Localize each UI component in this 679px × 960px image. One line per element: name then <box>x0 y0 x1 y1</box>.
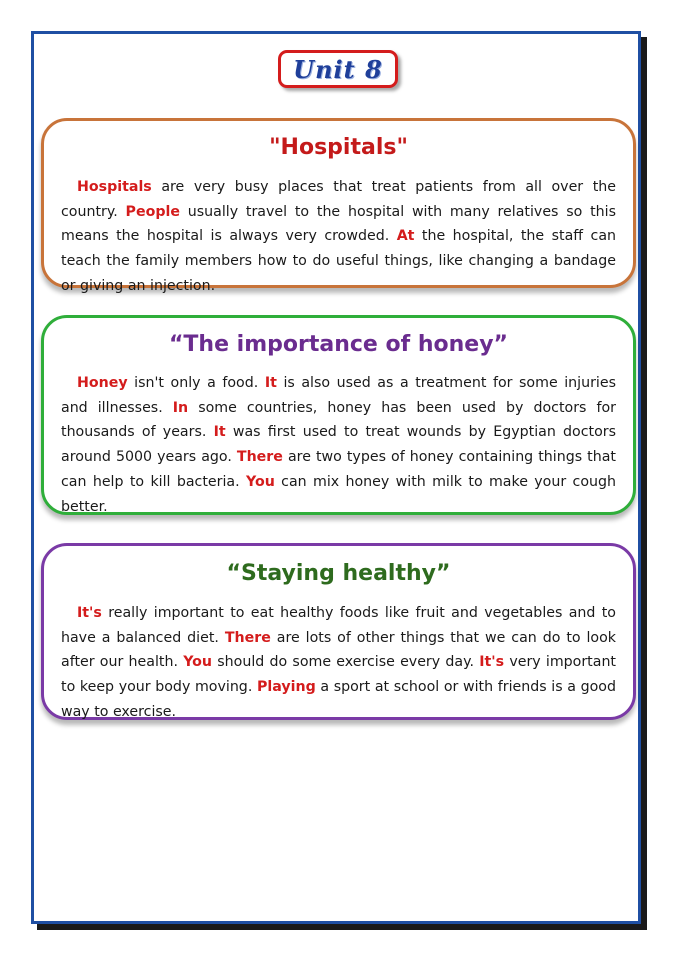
card-title: “The importance of honey” <box>168 332 509 357</box>
text-run: the hospital, the staff can teach the family members how to do useful things, like changing a bandage or giving an injection. <box>61 228 617 294</box>
keyword: Honey <box>77 375 128 391</box>
card-importance-of-honey <box>41 315 636 515</box>
card-text <box>61 371 616 519</box>
text-run: are two types of honey containing things that can help to kill bacteria. <box>61 449 616 490</box>
keyword: Hospitals <box>77 179 152 195</box>
text-run: isn't only a food. <box>127 375 265 391</box>
text-run: are very busy places that treat patients from all over the country. <box>61 179 616 220</box>
keyword: You <box>183 654 213 671</box>
text-run: a sport at school or with friends is a good way to exercise. <box>61 679 616 720</box>
text-run: very important to keep your body moving. <box>61 654 616 696</box>
keyword: It's <box>479 654 505 671</box>
card-title: “Staying healthy” <box>226 561 451 586</box>
keyword: It <box>264 375 277 391</box>
keyword: It's <box>77 605 102 621</box>
card-text <box>61 175 616 299</box>
text-run: some countries, honey has been used by doctors for thousands of years. <box>61 399 616 441</box>
keyword: You <box>245 473 275 490</box>
keyword: People <box>125 203 180 220</box>
card-text <box>61 601 616 725</box>
keyword: It <box>213 424 226 441</box>
card-staying-healthy <box>41 543 636 720</box>
text-run: was first used to treat wounds by Egyptian doctors around 5000 years ago. <box>61 424 616 466</box>
text-run: are lots of other things that we can do to look after our health. <box>61 629 617 671</box>
card-hospitals <box>41 118 636 294</box>
text-run: can mix honey with milk to make your cough better. <box>61 473 617 515</box>
keyword: There <box>236 449 283 466</box>
keyword: At <box>396 228 415 245</box>
unit-title: Unit 8 <box>293 54 383 84</box>
text-run: usually travel to the hospital with many relatives so this means the hospital is always very crowded. <box>61 203 616 245</box>
keyword: Playing <box>256 679 316 696</box>
keyword: There <box>224 629 271 646</box>
keyword: In <box>172 399 189 416</box>
text-run: should do some exercise every day. <box>212 654 480 671</box>
text-run: really important to eat healthy foods like fruit and vegetables and to have a balanced diet. <box>61 605 616 646</box>
text-run: is also used as a treatment for some injuries and illnesses. <box>61 375 616 416</box>
unit-badge <box>278 50 398 88</box>
card-title: "Hospitals" <box>269 135 408 160</box>
